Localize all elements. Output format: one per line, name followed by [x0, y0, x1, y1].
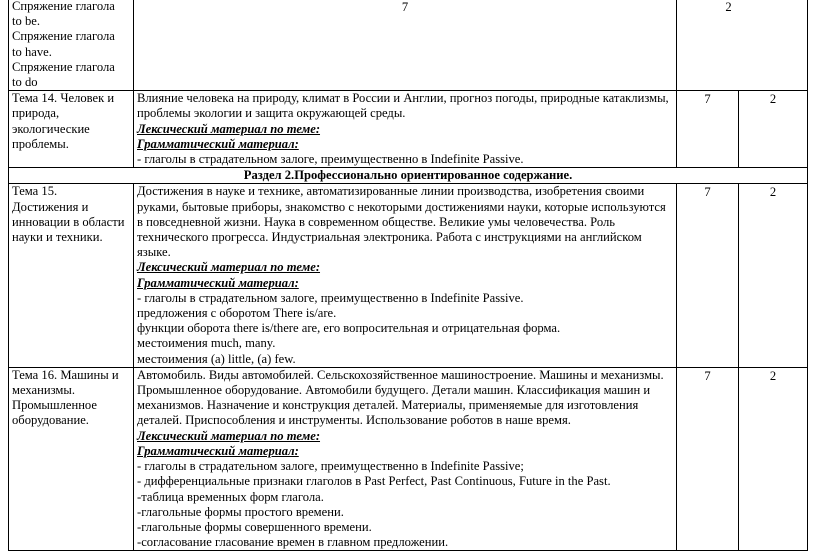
topic-line: экологические: [12, 121, 90, 136]
content-text: -глагольные формы простого времени.: [137, 504, 344, 519]
lexical-material-header: Лексический материал по теме:: [137, 260, 321, 275]
topic-line: to have.: [12, 44, 52, 59]
content-text: предложения с оборотом There is/are.: [137, 306, 337, 321]
content-text: функции оборота there is/there are, его вопросительная и отрицательная форма.: [137, 321, 561, 336]
content-text: местоимения much, many.: [137, 336, 276, 351]
content-text: - дифференциальные признаки глаголов в Past Perfect, Past Continuous, Future in the Past.: [137, 474, 611, 489]
topic-line: Достижения и: [12, 199, 89, 214]
extra-hours-cell: 2: [739, 91, 808, 168]
content-cell: [134, 91, 677, 168]
content-text: -глагольные формы совершенного времени.: [137, 519, 372, 534]
hours-cell: 7: [134, 0, 677, 91]
extra-hours-cell: 2: [739, 367, 808, 550]
grammar-material-header: Грамматический материал:: [137, 443, 299, 458]
topic-line: Спряжение глагола: [12, 0, 115, 13]
table-row: [9, 367, 808, 550]
topic-line: to be.: [12, 14, 40, 29]
section-row: [9, 168, 808, 184]
table-row: [9, 91, 808, 168]
topic-line: инновации в области: [12, 214, 125, 229]
topic-line: проблемы.: [12, 136, 69, 151]
content-text: -согласование гласование времен в главном предложении.: [137, 535, 449, 550]
topic-cell: [9, 367, 134, 550]
content-text: -таблица временных форм глагола.: [137, 489, 324, 504]
topic-line: природа,: [12, 106, 60, 121]
content-text: - глаголы в страдательном залоге, преимущественно в Indefinite Passive.: [137, 290, 524, 305]
grammar-material-header: Грамматический материал:: [137, 275, 299, 290]
content-text: Достижения в науке и технике, автоматизированные линии производства, изобретения своими руками, бытовые приборы, знакомство с некоторыми достижениями науки, которые используются в повседневной жизни. Наука в современном обществе. Великие умы человечества. Роль технического прогресса. Индустриальная электроника. Работа с инструкциями на английском языке.: [137, 184, 666, 260]
lexical-material-header: Лексический материал по теме:: [137, 428, 321, 443]
table-row: [9, 0, 808, 91]
content-cell: [134, 367, 677, 550]
content-text: Автомобиль. Виды автомобилей. Сельскохозяйственное машиностроение. Машины и механизмы. Промышленное оборудование. Автомобили будущего. Детали машин. Классификация машин и механизмов. Назначение и конструкция деталей. Материалы, применяемые для изготовления деталей. Приспособления и инструменты. Использование роботов в наше время.: [137, 367, 664, 428]
curriculum-table: [8, 0, 808, 551]
content-text: Влияние человека на природу, климат в России и Англии, прогноз погоды, природные катаклизмы, проблемы экологии и защита окружающей среды.: [137, 91, 669, 121]
topic-line: науки и техники.: [12, 230, 103, 245]
lexical-material-header: Лексический материал по теме:: [137, 121, 321, 136]
topic-line: Промышленное: [12, 398, 97, 413]
topic-line: to do: [12, 75, 38, 90]
section-title: Раздел 2.Профессионально ориентированное содержание.: [9, 168, 808, 184]
content-text: - глаголы в страдательном залоге, преимущественно в Indefinite Passive.: [137, 152, 524, 167]
topic-cell: [9, 91, 134, 168]
topic-line: Спряжение глагола: [12, 29, 115, 44]
topic-line: Спряжение глагола: [12, 59, 115, 74]
topic-cell: [9, 184, 134, 367]
hours-cell: 7: [677, 367, 739, 550]
extra-hours-cell: 2: [739, 184, 808, 367]
topic-line: Тема 15.: [12, 184, 58, 199]
grammar-material-header: Грамматический материал:: [137, 136, 299, 151]
content-cell: [134, 184, 677, 367]
content-text: местоимения (a) little, (a) few.: [137, 351, 296, 366]
table-row: [9, 184, 808, 367]
extra-hours-cell: 2: [677, 0, 808, 91]
topic-line: Тема 14. Человек и: [12, 91, 115, 106]
topic-line: механизмы.: [12, 383, 75, 398]
topic-line: оборудование.: [12, 413, 89, 428]
topic-cell: [9, 0, 134, 91]
topic-line: Тема 16. Машины и: [12, 367, 119, 382]
hours-cell: 7: [677, 184, 739, 367]
content-text: - глаголы в страдательном залоге, преимущественно в Indefinite Passive;: [137, 459, 524, 474]
hours-cell: 7: [677, 91, 739, 168]
